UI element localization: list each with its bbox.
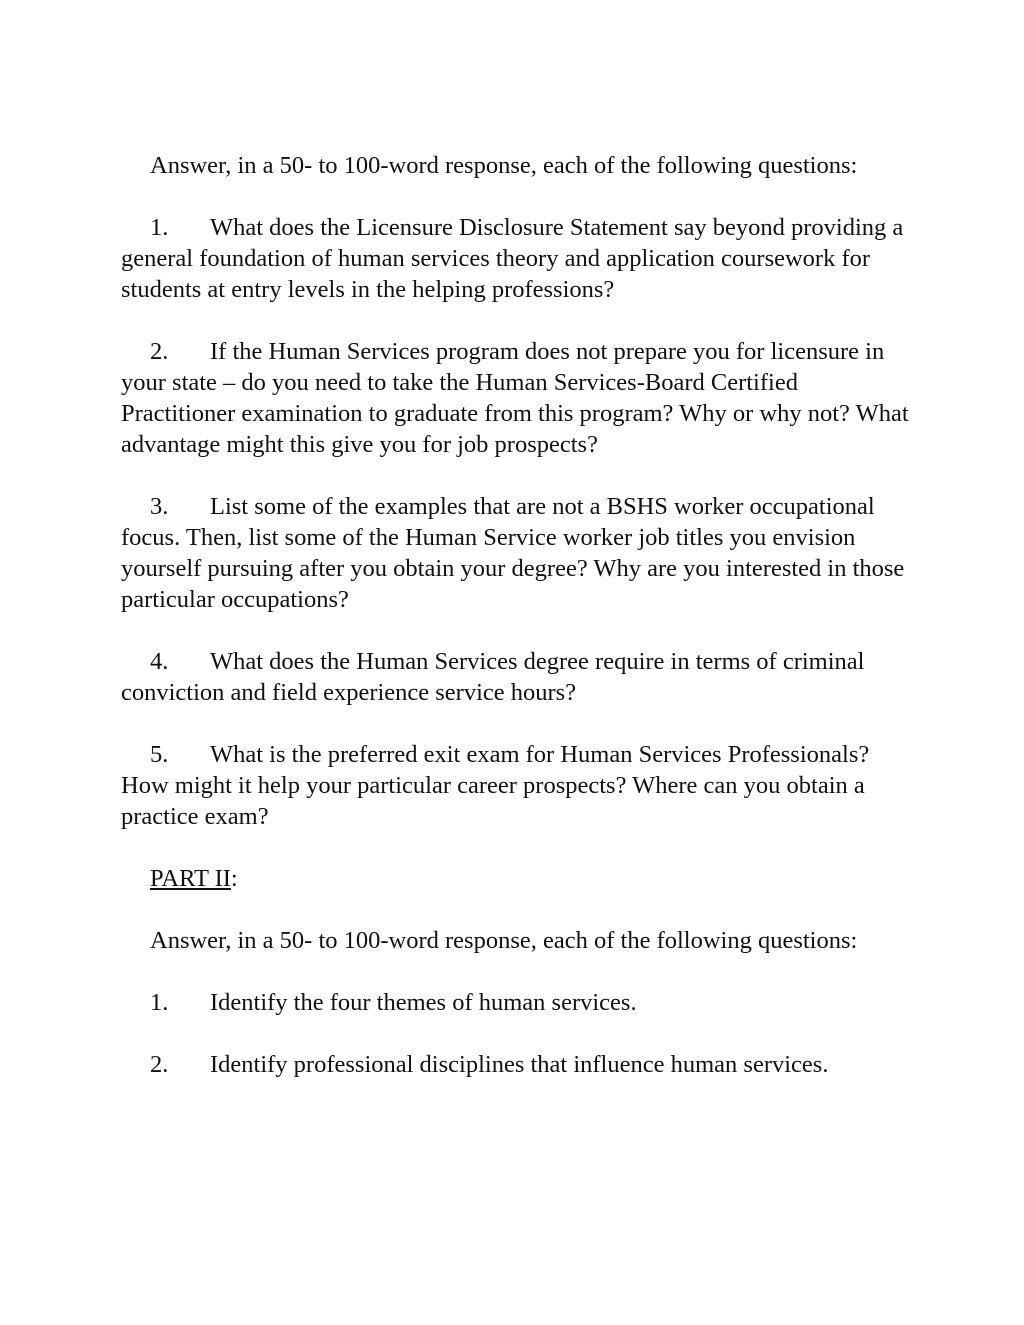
- question-number: 2.: [150, 338, 169, 365]
- part2-question-1: [121, 987, 911, 1018]
- question-number: 3.: [150, 493, 169, 520]
- part2-question-2: [121, 1049, 911, 1080]
- question-number: 1.: [150, 989, 169, 1016]
- question-text: If the Human Services program does not prepare you for licensure in your state – do you need to take the Human Services-Board Certified Practitioner examination to graduate from this program? Why or why not? What advantage might this give you for job prospects?: [121, 338, 909, 458]
- question-number: 4.: [150, 648, 169, 675]
- part2-heading: [121, 863, 911, 894]
- part1-intro: Answer, in a 50- to 100-word response, each of the following questions:: [150, 152, 858, 179]
- question-text: Identify the four themes of human services.: [210, 989, 637, 1016]
- part1-question-2: [121, 336, 911, 460]
- question-text: What is the preferred exit exam for Human Services Professionals? How might it help your particular career prospects? Where can you obtain a practice exam?: [121, 741, 870, 830]
- question-number: 1.: [150, 214, 169, 241]
- question-text: List some of the examples that are not a BSHS worker occupational focus. Then, list some of the Human Service worker job titles you envision yourself pursuing after you obtain your degree? Why are you interested in those particular occupations?: [121, 493, 905, 613]
- document-page: [121, 150, 911, 1111]
- part1-question-5: [121, 739, 911, 832]
- part2-heading-label: PART II: [150, 865, 231, 892]
- question-text: What does the Licensure Disclosure Statement say beyond providing a general foundation of human services theory and application coursework for students at entry levels in the helping professions?: [121, 214, 904, 303]
- part1-question-4: [121, 646, 911, 708]
- question-number: 5.: [150, 741, 169, 768]
- part2-heading-colon: :: [230, 865, 238, 892]
- part1-question-1: [121, 212, 911, 305]
- part2-intro: Answer, in a 50- to 100-word response, each of the following questions:: [150, 927, 858, 954]
- question-number: 2.: [150, 1051, 169, 1078]
- question-text: What does the Human Services degree require in terms of criminal conviction and field experience service hours?: [121, 648, 865, 706]
- question-text: Identify professional disciplines that influence human services.: [210, 1051, 829, 1078]
- part1-question-3: [121, 491, 911, 615]
